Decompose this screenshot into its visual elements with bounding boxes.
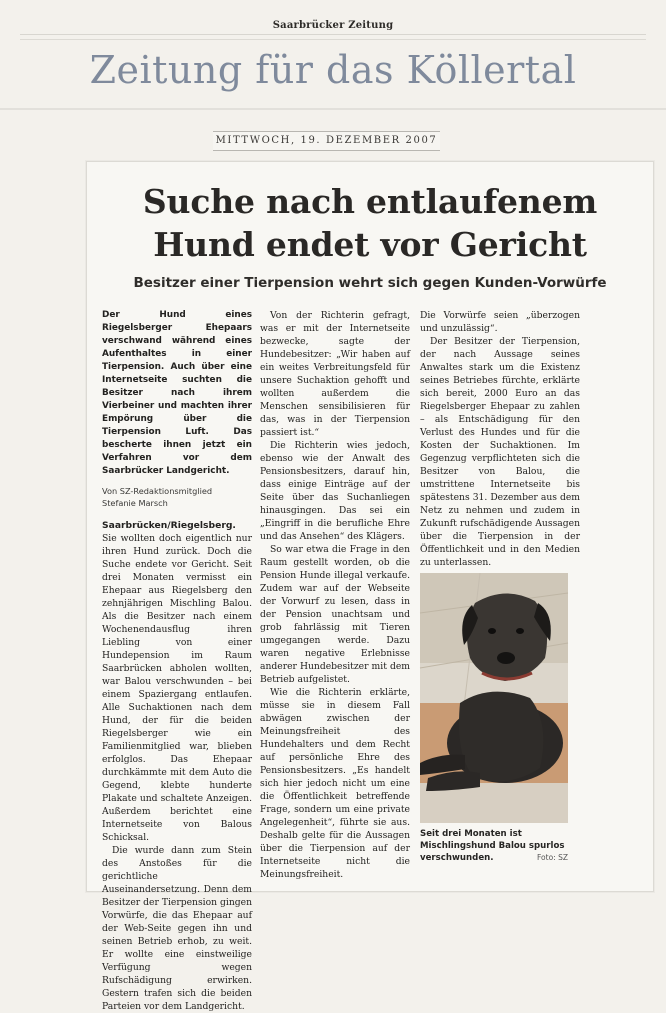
column-3 bbox=[420, 309, 580, 568]
photo-credit: Foto: SZ bbox=[537, 853, 568, 862]
photo-caption bbox=[420, 828, 568, 864]
divider bbox=[20, 34, 646, 40]
dog-photo bbox=[420, 573, 568, 823]
masthead-title: Zeitung für das Köllertal bbox=[89, 48, 577, 92]
issue-date: MITTWOCH, 19. DEZEMBER 2007 bbox=[213, 131, 440, 151]
column-2 bbox=[260, 309, 410, 879]
subheadline: Besitzer einer Tierpension wehrt sich gegen Kunden-Vorwürfe bbox=[133, 275, 607, 291]
headline bbox=[87, 180, 653, 266]
divider bbox=[0, 108, 666, 110]
dateline: Saarbrücken/Riegelsberg. bbox=[102, 520, 236, 531]
body-paragraph: Der Besitzer der Tierpension, der nach Aussage seines Anwaltes stark um die Existenz seines Betriebes fürchte, erklärte sich bereit, 2000 Euro an das Riegelsberger Ehepaar zu zahlen – als Entschädigung für den Verlust des Hundes und für die Kosten der Suchaktionen. Im Gegenzug verpflichteten sich die Besitzer von Balou, die umstrittene Internetseite bis spätestens 31. Dezember aus dem Netz zu nehmen und zudem in Zukunft rufschädigende Aussagen über die Tierpension in der Öffentlichkeit und in den Medien zu unterlassen. bbox=[420, 336, 580, 568]
column-1 bbox=[102, 309, 252, 1012]
dog-photo-image bbox=[420, 573, 568, 823]
headline-line: Hund endet vor Gericht bbox=[153, 225, 587, 264]
body-paragraph: Wie die Richterin erklärte, müsse sie in diesem Fall abwägen zwischen der Meinungsfreiheit des Hundehalters und dem Recht auf persönliche Ehre des Pensionsbesitzers. „Es handelt sich hier jedoch nicht um eine die Öffentlichkeit betreffende Frage, sondern um eine private Angelegenheit“, führte sie aus. Deshalb gelte für die Aussagen über die Tierpension auf der Internetseite nicht die Meinungsfreiheit. bbox=[260, 687, 410, 880]
article-clipping bbox=[86, 161, 654, 1012]
body-text: Sie wollten doch eigentlich nur ihren Hund zurück. Doch die Suche endete vor Gericht. Seit drei Monaten vermisst ein Ehepaar aus Riegelsberg den zehnjährigen Mischling Balou. Als die Besitzer nach einem Wochenendausflug ihren Liebling von einer Hundepension im Raum Saarbrücken abholen wollten, war Balou verschwunden – bei einem Spaziergang entlaufen. Alle Suchaktionen nach dem Hund, der für die beiden Riegelsberger wie ein Familienmitglied war, blieben erfolglos. Das Ehepaar durchkämmte mit dem Auto die Gegend, klebte hunderte Plakate und schaltete Anzeigen. Außerdem berichtet eine Internetseite von Balous Schicksal. bbox=[102, 533, 252, 843]
body-paragraph: Die Richterin wies jedoch, ebenso wie der Anwalt des Pensionsbesitzers, darauf hin, dass einige Einträge auf der Seite über das Suchanliegen hinausgingen. Das sei ein „Eingriff in die berufliche Ehre und das Ansehen“ des Klägers. bbox=[260, 440, 410, 542]
byline-author: Stefanie Marsch bbox=[102, 498, 168, 508]
byline-role: Von SZ-Redaktionsmitglied bbox=[102, 486, 213, 496]
body-paragraph: Von der Richterin gefragt, was er mit der Internetseite bezwecke, sagte der Hundebesitzer: „Wir haben auf ein weites Verbreitungsfeld für unsere Suchaktion gehofft und wollten außerdem die Menschen sensibilisieren für das, was in der Tierpension passiert ist.“ bbox=[260, 310, 410, 438]
paper-name: Saarbrücker Zeitung bbox=[272, 20, 394, 31]
lead-paragraph: Der Hund eines Riegelsberger Ehepaars verschwand während eines Aufenthaltes in einer Tierpension. Auch über eine Internetseite suchten die Besitzer nach ihrem Vierbeiner und machten ihrer Empörung über die Tierpension Luft. Das bescherte ihnen jetzt ein Verfahren vor dem Saarbrücker Landgericht. bbox=[102, 310, 252, 476]
body-paragraph: Die Vorwürfe seien „überzogen und unzulässig“. bbox=[420, 310, 580, 334]
body-paragraph bbox=[102, 519, 252, 844]
body-paragraph: So war etwa die Frage in den Raum gestellt worden, ob die Pension Hunde illegal verkaufe. Zudem war auf der Webseite der Vorwurf zu lesen, dass in der Pension unachtsam und grob fahrlässig mit Tieren umgegangen werde. Dazu waren negative Erlebnisse anderer Hundebesitzer mit dem Betrieb aufgelistet. bbox=[260, 544, 410, 685]
caption-text: Seit drei Monaten ist Mischlingshund Balou spurlos verschwunden. bbox=[420, 829, 565, 863]
byline bbox=[102, 485, 252, 509]
body-paragraph: Die wurde dann zum Stein des Anstoßes für die gerichtliche Auseinandersetzung. Denn dem Besitzer der Tierpension gingen Vorwürfe, die das Ehepaar auf der Web-Seite gegen ihn und seinen Betrieb erhob, zu weit. Er wollte eine einstweilige Verfügung wegen Rufschädigung erwirken. Gestern trafen sich die beiden Parteien vor dem Landgericht. bbox=[102, 845, 252, 1012]
headline-line: Suche nach entlaufenem bbox=[142, 182, 598, 221]
